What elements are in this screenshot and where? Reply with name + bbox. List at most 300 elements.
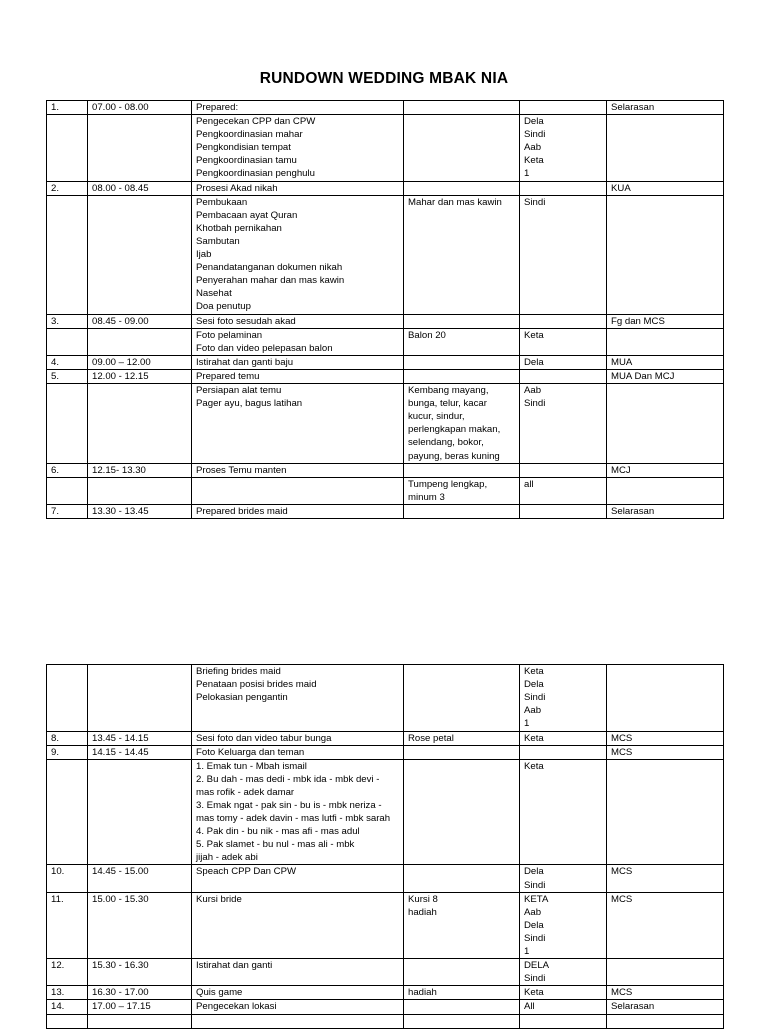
cell-line: Keta [524, 987, 544, 999]
cell-line: 5. Pak slamet - bu nul - mas ali - mbk [196, 839, 355, 851]
cell-line: jijah - adek abi [196, 852, 258, 864]
cell-line: Prepared brides maid [196, 505, 288, 517]
cell-line: Penandatanganan dokumen nikah [196, 262, 343, 274]
cell-line: 6. [51, 464, 60, 476]
cell-line: 1. Emak tun - Mbah ismail [196, 760, 307, 772]
cell-props [404, 665, 520, 732]
cell-number [47, 665, 88, 732]
cell-line: Fg dan MCS [611, 315, 665, 327]
cell-number [47, 384, 88, 464]
cell-line: 08.45 - 09.00 [92, 315, 149, 327]
cell-line: Penyerahan mahar dan mas kawin [196, 275, 345, 287]
cell-line: 14. [51, 1001, 65, 1013]
cell-time [88, 463, 192, 477]
cell-pic [520, 865, 607, 892]
cell-line: hadiah [408, 987, 437, 999]
cell-number [47, 1014, 88, 1028]
cell-line: Dela [524, 356, 544, 368]
cell-pic [520, 369, 607, 383]
cell-line: Persiapan alat temu [196, 385, 282, 397]
cell-line: Keta [524, 666, 544, 677]
cell-activity [192, 1014, 404, 1028]
cell-time [88, 1014, 192, 1028]
cell-line: Sindi [524, 932, 546, 944]
cell-line: Pengkondisian tempat [196, 142, 291, 154]
cell-line: MCS [611, 732, 633, 744]
cell-number [47, 759, 88, 865]
cell-line [92, 196, 191, 209]
cell-line: 09.00 – 12.00 [92, 356, 151, 368]
cell-line: Mahar dan mas kawin [408, 196, 502, 208]
cell-note [607, 892, 724, 959]
cell-line [51, 115, 87, 128]
cell-note [607, 463, 724, 477]
cell-time [88, 731, 192, 745]
cell-props [404, 181, 520, 195]
cell-line: mas tomy - adek davin - mas lutfi - mbk sarah [196, 813, 391, 825]
cell-line: Keta [524, 329, 544, 341]
table-row [47, 384, 724, 464]
cell-activity [192, 314, 404, 328]
table-row [47, 665, 724, 732]
table-row [47, 101, 724, 115]
table-row [47, 865, 724, 892]
cell-note [607, 355, 724, 369]
cell-activity [192, 384, 404, 464]
cell-line: Sesi foto dan video tabur bunga [196, 732, 332, 744]
cell-line: payung, beras kuning [408, 450, 500, 462]
cell-activity [192, 195, 404, 314]
cell-line [92, 478, 191, 491]
cell-line: 14.45 - 15.00 [92, 866, 149, 878]
cell-activity [192, 959, 404, 986]
cell-time [88, 314, 192, 328]
cell-number [47, 115, 88, 182]
cell-line: 15.00 - 15.30 [92, 893, 149, 905]
cell-props [404, 355, 520, 369]
cell-props [404, 865, 520, 892]
cell-number [47, 1000, 88, 1014]
cell-pic [520, 759, 607, 865]
cell-note [607, 504, 724, 518]
cell-line: MCJ [611, 464, 631, 476]
cell-pic [520, 314, 607, 328]
cell-line: Pengecekan CPP dan CPW [196, 116, 316, 128]
cell-line: perlengkapan makan, [408, 424, 501, 436]
cell-pic [520, 195, 607, 314]
cell-note [607, 328, 724, 355]
cell-pic [520, 959, 607, 986]
cell-line: 3. Emak ngat - pak sin - bu is - mbk neriza - [196, 799, 382, 811]
cell-time [88, 759, 192, 865]
cell-line: Quis game [196, 987, 243, 999]
cell-line: Prepared temu [196, 370, 260, 382]
cell-time [88, 181, 192, 195]
cell-line: 2. Bu dah - mas dedi - mbk ida - mbk devi - [196, 773, 380, 785]
cell-line: 5. [51, 370, 60, 382]
cell-line: MUA [611, 356, 633, 368]
cell-line: 2. [51, 182, 60, 194]
table-row [47, 959, 724, 986]
cell-line: 13.30 - 13.45 [92, 505, 149, 517]
cell-line: Aab [524, 385, 542, 397]
cell-time [88, 115, 192, 182]
cell-line: Prepared: [196, 102, 239, 113]
cell-line: Sindi [524, 692, 546, 704]
cell-pic [520, 463, 607, 477]
cell-note [607, 115, 724, 182]
cell-line: Sesi foto sesudah akad [196, 315, 296, 327]
cell-line: Aab [524, 705, 542, 717]
cell-time [88, 384, 192, 464]
cell-line: 17.00 – 17.15 [92, 1001, 151, 1013]
cell-number [47, 986, 88, 1000]
cell-props [404, 892, 520, 959]
cell-line: Balon 20 [408, 329, 446, 341]
cell-activity [192, 101, 404, 115]
cell-line [92, 329, 191, 342]
cell-line: Selarasan [611, 102, 655, 113]
cell-line: Aab [524, 142, 542, 154]
cell-note [607, 101, 724, 115]
cell-line: Pembacaan ayat Quran [196, 209, 298, 221]
cell-props [404, 115, 520, 182]
cell-props [404, 959, 520, 986]
cell-line: 9. [51, 746, 60, 758]
cell-props [404, 101, 520, 115]
cell-line: minum 3 [408, 491, 445, 503]
cell-line: Pengkoordinasian penghulu [196, 168, 315, 180]
cell-line: 07.00 - 08.00 [92, 102, 149, 113]
cell-line: 1 [524, 718, 530, 730]
cell-line: selendang, bokor, [408, 437, 484, 449]
cell-line: Pembukaan [196, 196, 248, 208]
cell-props [404, 986, 520, 1000]
cell-pic [520, 181, 607, 195]
cell-note [607, 384, 724, 464]
cell-line: 4. [51, 356, 60, 368]
cell-activity [192, 477, 404, 504]
cell-line: 10. [51, 866, 65, 878]
cell-line: 15.30 - 16.30 [92, 960, 149, 972]
cell-line: 08.00 - 08.45 [92, 182, 149, 194]
cell-number [47, 463, 88, 477]
cell-line: 1 [524, 946, 530, 958]
cell-note [607, 1014, 724, 1028]
cell-line: 12.15- 13.30 [92, 464, 146, 476]
cell-line: Briefing brides maid [196, 666, 281, 677]
cell-props [404, 1014, 520, 1028]
cell-activity [192, 369, 404, 383]
cell-line: 13. [51, 987, 65, 999]
cell-line: Khotbah pernikahan [196, 222, 282, 234]
cell-number [47, 195, 88, 314]
cell-line: Dela [524, 116, 544, 128]
cell-line: Dela [524, 679, 544, 691]
cell-line: Dela [524, 919, 544, 931]
cell-line: 7. [51, 505, 60, 517]
cell-note [607, 665, 724, 732]
cell-number [47, 314, 88, 328]
cell-props [404, 504, 520, 518]
cell-pic [520, 1014, 607, 1028]
cell-line: 3. [51, 315, 60, 327]
cell-pic [520, 892, 607, 959]
cell-activity [192, 181, 404, 195]
cell-line: Pengecekan lokasi [196, 1001, 277, 1013]
cell-line: Proses Temu manten [196, 464, 287, 476]
cell-time [88, 355, 192, 369]
cell-activity [192, 892, 404, 959]
cell-props [404, 369, 520, 383]
cell-activity [192, 115, 404, 182]
table-row [47, 477, 724, 504]
table-row [47, 504, 724, 518]
cell-line: KETA [524, 893, 549, 905]
cell-props [404, 1000, 520, 1014]
cell-line: Rose petal [408, 732, 454, 744]
cell-note [607, 759, 724, 865]
cell-line: Pager ayu, bagus latihan [196, 398, 303, 410]
cell-line: Sindi [524, 129, 546, 141]
cell-number [47, 369, 88, 383]
cell-pic [520, 477, 607, 504]
cell-time [88, 477, 192, 504]
cell-pic [520, 328, 607, 355]
cell-line: Keta [524, 732, 544, 744]
cell-pic [520, 731, 607, 745]
cell-note [607, 314, 724, 328]
cell-line [51, 760, 87, 773]
cell-line: Istirahat dan ganti baju [196, 356, 294, 368]
cell-line: Keta [524, 155, 544, 167]
cell-line: 4. Pak din - bu nik - mas afi - mas adul [196, 826, 360, 838]
cell-line: MCS [611, 746, 633, 758]
cell-note [607, 986, 724, 1000]
cell-time [88, 959, 192, 986]
cell-line [92, 115, 191, 128]
cell-props [404, 745, 520, 759]
table-row [47, 328, 724, 355]
cell-line: Selarasan [611, 505, 655, 517]
cell-activity [192, 759, 404, 865]
cell-note [607, 959, 724, 986]
cell-pic [520, 986, 607, 1000]
cell-line: 12.00 - 12.15 [92, 370, 149, 382]
cell-line: Foto dan video pelepasan balon [196, 342, 333, 354]
cell-number [47, 959, 88, 986]
cell-note [607, 1000, 724, 1014]
cell-line: Speach CPP Dan CPW [196, 866, 297, 878]
cell-line: Prosesi Akad nikah [196, 182, 278, 194]
cell-line: Keta [524, 760, 544, 772]
cell-number [47, 865, 88, 892]
rundown-table-part-1 [46, 100, 724, 519]
cell-line: Penataan posisi brides maid [196, 679, 317, 691]
cell-line: Foto Keluarga dan teman [196, 746, 305, 758]
cell-activity [192, 865, 404, 892]
cell-line: Sambutan [196, 235, 240, 247]
cell-line: mas rofik - adek damar [196, 786, 295, 798]
table-row [47, 463, 724, 477]
cell-line [51, 196, 87, 209]
cell-props [404, 463, 520, 477]
cell-note [607, 731, 724, 745]
cell-line: 13.45 - 14.15 [92, 732, 149, 744]
table-row [47, 195, 724, 314]
cell-number [47, 181, 88, 195]
cell-line [51, 665, 87, 678]
cell-activity [192, 328, 404, 355]
cell-line: Sindi [524, 879, 546, 891]
cell-line: 16.30 - 17.00 [92, 987, 149, 999]
cell-line: Ijab [196, 249, 212, 261]
cell-line: MCS [611, 987, 633, 999]
cell-line [51, 1015, 87, 1028]
cell-line: Pengkoordinasian tamu [196, 155, 297, 167]
cell-line: 11. [51, 893, 64, 905]
cell-activity [192, 355, 404, 369]
cell-time [88, 195, 192, 314]
table-row [47, 745, 724, 759]
table-row [47, 181, 724, 195]
cell-note [607, 477, 724, 504]
cell-time [88, 745, 192, 759]
cell-props [404, 314, 520, 328]
table-row [47, 986, 724, 1000]
cell-line: 12. [51, 960, 65, 972]
cell-time [88, 892, 192, 959]
cell-time [88, 369, 192, 383]
cell-line: DELA [524, 960, 550, 972]
cell-line [92, 1015, 191, 1028]
cell-pic [520, 1000, 607, 1014]
cell-activity [192, 1000, 404, 1014]
cell-line: 1. [51, 102, 60, 113]
cell-line: Nasehat [196, 288, 232, 300]
cell-line: Tumpeng lengkap, [408, 478, 488, 490]
cell-activity [192, 745, 404, 759]
cell-activity [192, 731, 404, 745]
cell-line: MCS [611, 893, 633, 905]
table-row [47, 115, 724, 182]
cell-props [404, 759, 520, 865]
cell-pic [520, 355, 607, 369]
cell-note [607, 865, 724, 892]
table-row [47, 1014, 724, 1028]
cell-line: kucur, sindur, [408, 411, 465, 423]
cell-line [51, 384, 87, 397]
cell-number [47, 892, 88, 959]
cell-line: all [524, 478, 534, 490]
document-title: RUNDOWN WEDDING MBAK NIA [259, 70, 509, 87]
cell-line [51, 329, 87, 342]
cell-pic [520, 665, 607, 732]
table-row [47, 1000, 724, 1014]
cell-time [88, 986, 192, 1000]
cell-note [607, 369, 724, 383]
cell-activity [192, 986, 404, 1000]
cell-line: Kursi bride [196, 893, 242, 905]
cell-number [47, 477, 88, 504]
cell-line: Sindi [524, 973, 546, 985]
cell-line [92, 384, 191, 397]
cell-number [47, 731, 88, 745]
cell-props [404, 384, 520, 464]
cell-time [88, 504, 192, 518]
table-row [47, 314, 724, 328]
cell-number [47, 328, 88, 355]
cell-line: All [524, 1001, 535, 1013]
table-row [47, 369, 724, 383]
cell-pic [520, 115, 607, 182]
cell-line: Selarasan [611, 1001, 655, 1013]
cell-time [88, 865, 192, 892]
cell-props [404, 731, 520, 745]
cell-note [607, 195, 724, 314]
cell-line: Pelokasian pengantin [196, 692, 288, 704]
cell-number [47, 504, 88, 518]
cell-pic [520, 504, 607, 518]
cell-props [404, 195, 520, 314]
cell-line [92, 760, 191, 773]
cell-time [88, 1000, 192, 1014]
cell-line: Sindi [524, 398, 546, 410]
cell-note [607, 181, 724, 195]
cell-number [47, 745, 88, 759]
cell-pic [520, 745, 607, 759]
cell-line: Dela [524, 866, 544, 878]
cell-line: Pengkoordinasian mahar [196, 129, 303, 141]
cell-line: Doa penutup [196, 301, 251, 313]
cell-pic [520, 101, 607, 115]
cell-line: Aab [524, 906, 542, 918]
cell-time [88, 328, 192, 355]
cell-time [88, 101, 192, 115]
cell-line: bunga, telur, kacar [408, 398, 487, 410]
cell-line: MCS [611, 866, 633, 878]
cell-line: KUA [611, 182, 631, 194]
cell-line [92, 665, 191, 678]
cell-line: hadiah [408, 906, 437, 918]
rundown-table-part-2 [46, 664, 724, 1029]
table-row [47, 892, 724, 959]
cell-line: 1 [524, 168, 530, 180]
cell-props [404, 328, 520, 355]
cell-time [88, 665, 192, 732]
cell-line: 8. [51, 732, 60, 744]
cell-line: Kembang mayang, [408, 385, 489, 397]
table-row [47, 759, 724, 865]
table-row [47, 731, 724, 745]
table-row [47, 355, 724, 369]
cell-line [51, 478, 87, 491]
cell-props [404, 477, 520, 504]
cell-activity [192, 463, 404, 477]
cell-activity [192, 665, 404, 732]
cell-number [47, 355, 88, 369]
cell-note [607, 745, 724, 759]
cell-line: 14.15 - 14.45 [92, 746, 149, 758]
cell-number [47, 101, 88, 115]
cell-activity [192, 504, 404, 518]
cell-line: Kursi 8 [408, 893, 438, 905]
cell-pic [520, 384, 607, 464]
cell-line: Foto pelaminan [196, 329, 263, 341]
cell-line: Istirahat dan ganti [196, 960, 273, 972]
cell-line: MUA Dan MCJ [611, 370, 675, 382]
cell-line: Sindi [524, 196, 546, 208]
